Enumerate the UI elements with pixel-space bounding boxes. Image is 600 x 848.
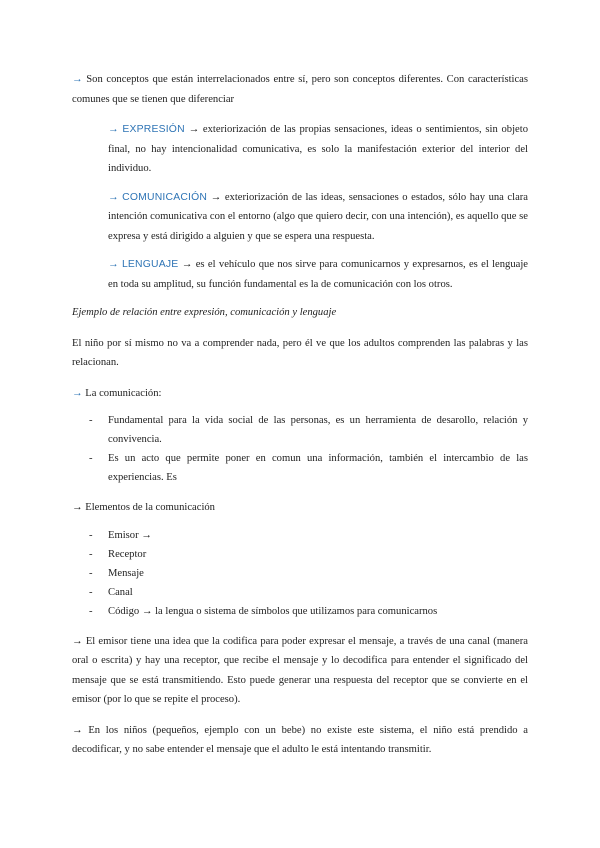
ninos-paragraph bbox=[72, 721, 528, 760]
list-item bbox=[72, 564, 528, 583]
list-item bbox=[72, 526, 528, 545]
example-heading: Ejemplo de relación entre expresión, comunicación y lenguaje bbox=[72, 307, 337, 318]
intro-paragraph bbox=[72, 70, 528, 109]
list-item-text: Canal bbox=[108, 586, 133, 598]
list-item bbox=[72, 545, 528, 564]
definition-expresion bbox=[108, 120, 528, 179]
definition-lenguaje bbox=[108, 255, 528, 294]
communication-list bbox=[72, 411, 528, 487]
definition-text: exteriorización de las ideas, sensaciones o estados, sólo hay una clara intención comunicativa con el entorno (algo que quiero decir, con una intención), es aquello que se expresa y está dirigido a alguien y que se espera una respuesta. bbox=[108, 191, 529, 242]
list-item bbox=[72, 411, 528, 449]
dash-bullet: - bbox=[89, 567, 93, 579]
arrow-icon: → bbox=[108, 259, 119, 270]
arrow-icon: → bbox=[72, 387, 83, 399]
elements-heading-text: Elementos de la comunicación bbox=[85, 502, 215, 513]
dash-bullet: - bbox=[89, 529, 93, 541]
example-paragraph: El niño por sí mismo no va a comprender nada, pero él ve que los adultos comprenden las palabras y las relacionan. bbox=[72, 337, 528, 368]
list-item-text: Mensaje bbox=[108, 567, 144, 579]
arrow-icon: → bbox=[72, 724, 83, 736]
intro-text: Son conceptos que están interrelacionados entre sí, pero son conceptos diferentes. Con características comunes que se tienen que diferenciar bbox=[72, 74, 528, 105]
list-item bbox=[72, 602, 528, 621]
arrow-icon: → bbox=[181, 259, 193, 270]
dash-bullet: - bbox=[89, 548, 93, 560]
list-item-text: Es un acto que permite poner en comun una información, también el intercambio de las experiencias. Es bbox=[108, 453, 528, 483]
arrow-icon: → bbox=[72, 635, 83, 647]
arrow-icon: → bbox=[108, 191, 119, 203]
arrow-icon: → bbox=[72, 502, 83, 513]
dash-bullet: - bbox=[89, 415, 93, 426]
emisor-text: El emisor tiene una idea que la codifica para poder expresar el mensaje, a través de una canal (manera oral o escrita) y hay una receptor, que recibe el mensaje y lo decodifica para entender el significado del mensaje que se está transmitiendo. Esto puede generar una respuesta del receptor que se convierte en el emisor (por lo que se repite el proceso). bbox=[72, 635, 528, 705]
definition-term: LENGUAJE bbox=[121, 259, 179, 270]
elements-list bbox=[72, 526, 528, 621]
list-item-text: Receptor bbox=[108, 548, 147, 560]
dash-bullet: - bbox=[89, 586, 93, 598]
arrow-icon: → bbox=[108, 124, 119, 135]
document-page bbox=[72, 70, 528, 760]
communication-heading bbox=[72, 384, 528, 404]
ninos-text: En los niños (pequeños, ejemplo con un bebe) no existe este sistema, el niño está prendido a decodificar, y no sabe entender el mensaje que el adulto le está intentando transmitir. bbox=[72, 724, 528, 755]
definition-text: exteriorización de las propias sensaciones, ideas o sentimientos, sin objeto final, no hay intencionalidad comunicativa, es solo la manifestación exterior del interior del individuo. bbox=[108, 124, 528, 174]
elements-heading bbox=[72, 498, 528, 518]
dash-bullet: - bbox=[89, 605, 93, 617]
arrow-icon: → bbox=[72, 74, 83, 85]
communication-heading-text: La comunicación: bbox=[85, 387, 162, 399]
list-item bbox=[72, 583, 528, 602]
definition-term: COMUNICACIÓN bbox=[122, 191, 208, 203]
arrow-icon: → bbox=[210, 191, 222, 203]
definition-text: es el vehículo que nos sirve para comunicarnos y expresarnos, es el lenguaje en toda su amplitud, su función fundamental es la de comunicación con los otros. bbox=[108, 259, 529, 290]
list-item-text: Emisor → bbox=[108, 529, 152, 541]
dash-bullet: - bbox=[89, 453, 93, 464]
emisor-paragraph bbox=[72, 632, 528, 710]
list-item bbox=[72, 449, 528, 487]
definition-term: EXPRESIÓN bbox=[122, 124, 185, 135]
arrow-icon: → bbox=[188, 124, 200, 135]
list-item-text: Fundamental para la vida social de las personas, es un herramienta de desarollo, relación y convivencia. bbox=[108, 415, 528, 445]
definition-comunicacion bbox=[108, 188, 528, 247]
list-item-text: Código → la lengua o sistema de símbolos que utilizamos para comunicarnos bbox=[108, 605, 438, 617]
